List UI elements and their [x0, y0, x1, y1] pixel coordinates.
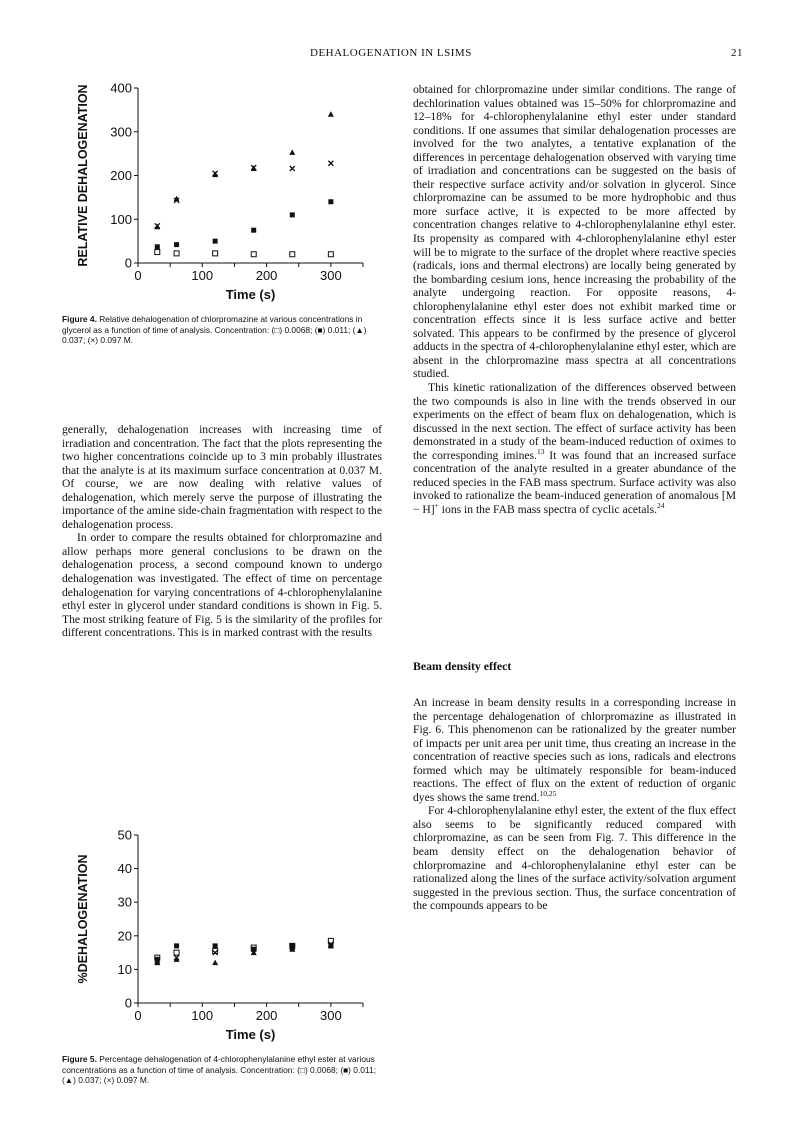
- y-axis-label: RELATIVE DEHALOGENATION: [76, 84, 90, 267]
- running-title: DEHALOGENATION IN LSIMS: [310, 47, 472, 59]
- paragraph: obtained for chlorpromazine under similar conditions. The range of dechlorination values obtained was 15–50% for chlorpromazine and 12–18% for 4-chlorophenylalanine ethyl ester under standard conditions. If one assumes that similar dehalogenation processes are involved for the two analytes, a tentative explanation of the differences in percentage dehalogenation observed with varying time of irradiation and concentrations can be suggested on the basis of their respective surface activity and/or solvation in glycerol. Since chlorpromazine can be assumed to be more hydrophobic and thus more surface active, it is expected to be more affected by concentration changes relative to 4-chlorophenylalanine ethyl ester. Its propensity as compared with 4-chlorophenylalanine ethyl ester will be to migrate to the surface of the droplet where reactive species (radicals, ions and thermal electrons) are locally being generated by the bombarding cesium ions, hence increasing the probability of the analyte undergoing reaction. For opposite reasons, 4-chlorophenylalanine ethyl ester does not exhibit marked time or concentration effects since it is less surface active and better solvated. This appears to be confirmed by the presence of glycerol adducts in the spectra of 4-chlorophenylalanine ethyl ester, which are absent in the chlorpromazine mass spectra at all concentrations studied.: [413, 83, 736, 381]
- data-point-open-square: [290, 252, 295, 257]
- reference-superscript: 24: [656, 501, 665, 511]
- paragraph: For 4-chlorophenylalanine ethyl ester, the extent of the flux effect also seems to be significantly reduced compared with chlorpromazine, as can be seen from Fig. 7. This difference in the beam density effect on the dehalogenation behavior of chlorpromazine and 4-chlorophenylalanine ethyl ester can be rationalized along the lines of the surface activity/solvation argument suggested in the previous section. Thus, the surface concentration of the compounds appears to be: [413, 804, 736, 913]
- y-tick-label: 200: [110, 168, 132, 183]
- y-tick-label: 300: [110, 124, 132, 140]
- paragraph: generally, dehalogenation increases with increasing time of irradiation and concentration. The fact that the plots representing the two higher concentrations coincide up to 3 min probably illustrates that the analyte is at its maximum surface concentration at 0.037 M. Of course, we are now dealing with relative values of dehalogenation, which merely serve the purpose of illustrating the importance of the amine side-chain fragmentation with respect to the dehalogenation process.: [62, 423, 382, 531]
- right-column-bottom: [413, 696, 736, 913]
- data-point-filled-square: [290, 212, 295, 217]
- x-tick-label: 0: [134, 1008, 142, 1023]
- x-tick-label: 100: [191, 268, 214, 283]
- figure-4-chart: [60, 78, 380, 310]
- y-tick-label: 0: [124, 995, 132, 1011]
- x-axis-label: Time (s): [225, 287, 276, 302]
- data-point-filled-square: [174, 242, 179, 247]
- right-column-top: [413, 83, 736, 517]
- data-point-open-square: [174, 251, 179, 256]
- paragraph: This kinetic rationalization of the differences observed between the two compounds is also in line with the trends observed in our experiments on the effect of beam flux on dehalogenation, which is discussed in the next section. The effect of surface activity has been demonstrated in a study of the beam-induced reduction of oximes to the corresponding imines.$^{13}$ It was found that an increased surface concentration of the analyte resulted in a greater abundance of the reduced species in the FAB mass spectrum. Surface activity was also invoked to rationalize the beam-induced generation of anomalous [M − H]+ ions in the FAB mass spectra of cyclic acetals.$^{24}$: [413, 381, 736, 516]
- figure-5-caption-text: Percentage dehalogenation of 4-chlorophenylalanine ethyl ester at various concentrations as a function of time of analysis. Concentration: (□) 0.0068; (■) 0.011; (▲) 0.037; (×) 0.097 M.: [62, 1054, 376, 1085]
- paragraph: In order to compare the results obtained for chlorpromazine and allow perhaps more general conclusions to be drawn on the dehalogenation process, a second compound known to undergo dehalogenation was investigated. The effect of time on percentage dehalogenation for varying concentrations of 4-chlorophenylalanine ethyl ester in glycerol under standard conditions is shown in Fig. 5. The most striking feature of Fig. 5 is the similarity of the profiles for different concentrations. This is in marked contrast with the results: [62, 531, 382, 640]
- y-axis-label: %DEHALOGENATION: [76, 854, 90, 984]
- data-point-filled-square: [328, 199, 333, 204]
- figure-4-caption: [62, 314, 378, 346]
- y-tick-label: 10: [117, 961, 132, 977]
- data-point-filled-square: [213, 239, 218, 244]
- figure-4-caption-label: Figure 4.: [62, 314, 97, 324]
- x-tick-label: 300: [320, 1008, 342, 1023]
- data-point-open-square: [328, 252, 333, 257]
- y-tick-label: 400: [110, 80, 132, 96]
- data-point-filled-square: [251, 228, 256, 233]
- section-heading: Beam density effect: [413, 659, 512, 673]
- page-number: 21: [731, 47, 743, 59]
- data-point-triangle: [289, 149, 295, 155]
- x-tick-label: 200: [255, 268, 278, 283]
- data-point-triangle: [212, 960, 218, 966]
- y-tick-label: 50: [117, 827, 132, 843]
- data-point-triangle: [328, 111, 334, 117]
- reference-superscript: 13: [536, 446, 545, 456]
- x-tick-label: 200: [255, 1008, 278, 1023]
- data-point-open-square: [251, 252, 256, 257]
- x-tick-label: 0: [134, 268, 142, 283]
- data-point-filled-square: [155, 244, 160, 249]
- y-tick-label: 20: [117, 928, 132, 944]
- y-tick-label: 100: [110, 211, 132, 227]
- data-point-filled-square: [213, 943, 218, 948]
- reference-superscript: 10,25: [539, 788, 557, 798]
- data-point-open-square: [174, 950, 179, 955]
- left-column-middle: [62, 423, 382, 640]
- x-tick-label: 300: [320, 268, 342, 283]
- paragraph: An increase in beam density results in a corresponding increase in the percentage dehalogenation of chlorpromazine as illustrated in Fig. 6. This phenomenon can be rationalized by the greater number of impacts per unit area per unit time, thus creating an increase in the concentration of reactive species such as ions, radicals and electrons formed which may be ultimately responsible for beam-induced reactions. The effect of flux on the extent of reduction of organic dyes shows the same trend.$^{10,25}$: [413, 696, 736, 804]
- figure-5-chart: [60, 816, 380, 1048]
- data-point-open-square: [213, 251, 218, 256]
- data-point-cross: [290, 166, 295, 171]
- x-axis-label: Time (s): [225, 1027, 276, 1042]
- data-point-filled-square: [174, 943, 179, 948]
- x-tick-label: 100: [191, 1008, 214, 1023]
- data-point-open-square: [155, 250, 160, 255]
- figure-5-caption-label: Figure 5.: [62, 1054, 97, 1064]
- data-point-cross: [328, 161, 333, 166]
- y-tick-label: 40: [117, 861, 132, 877]
- figure-5-caption: [62, 1054, 378, 1086]
- y-tick-label: 30: [117, 894, 132, 910]
- y-tick-label: 0: [124, 255, 132, 271]
- figure-4-caption-text: Relative dehalogenation of chlorpromazine at various concentrations in glycerol as a function of time of analysis. Concentration: (□) 0.0068; (■) 0.011; (▲) 0.037; (×) 0.097 M.: [62, 314, 367, 345]
